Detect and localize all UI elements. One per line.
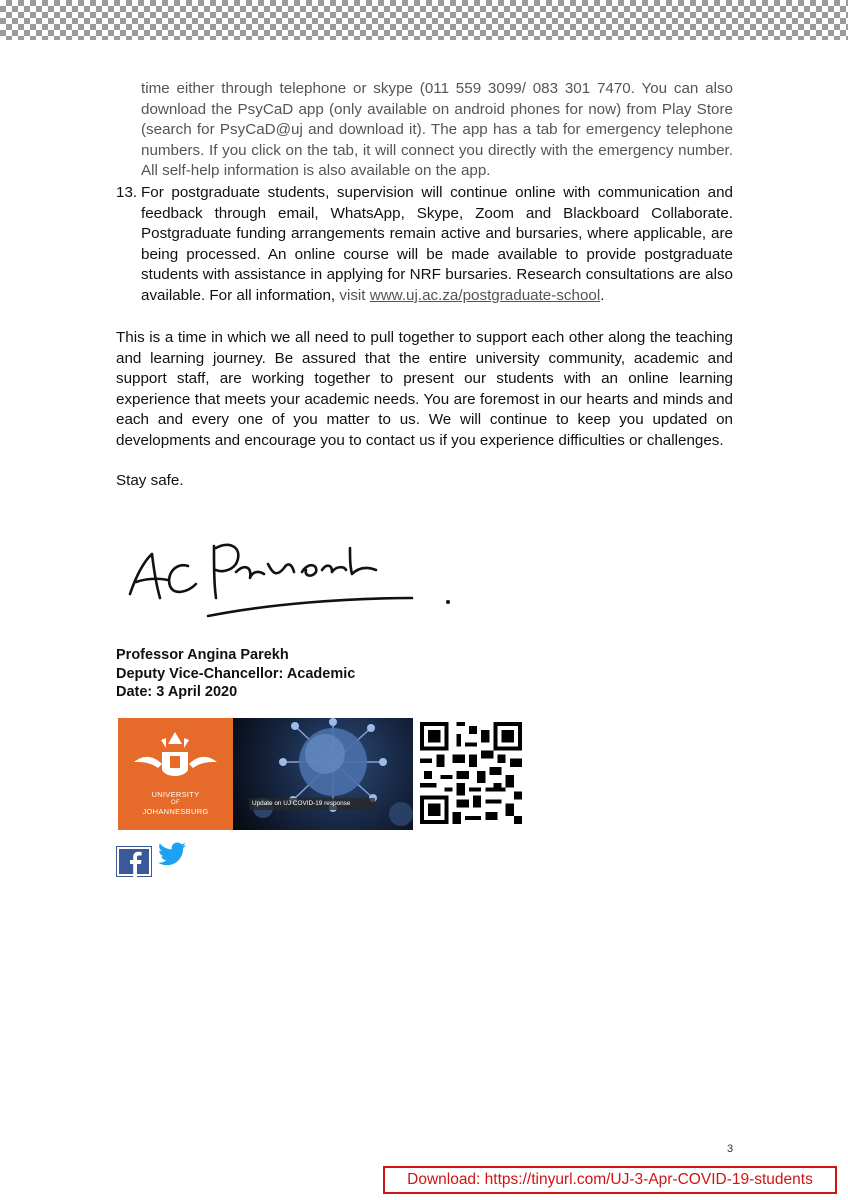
continued-paragraph: time either through telephone or skype (011 559 3099/ 083 301 7470. You can also download the PsyCaD app (only available on android phones for now) from Play Store (search for PsyCaD@uj and download it). The app has a tab for emergency telephone numbers. If you click on the tab, it will connect you directly with the emergency number. All self-help information is also available on the app. (141, 80, 733, 180)
banner-caption: Update on UJ COVID-19 response (249, 798, 375, 810)
facebook-icon (116, 846, 152, 877)
visit-word: visit (339, 286, 370, 304)
signatory-title: Deputy Vice-Chancellor: Academic (116, 665, 356, 682)
signatory-name: Professor Angina Parekh (116, 647, 289, 663)
letter-date: Date: 3 April 2020 (116, 684, 238, 700)
uj-emblem-icon (118, 718, 233, 793)
list-item-text (141, 183, 733, 307)
stay-safe-text: Stay safe. (116, 472, 184, 489)
uj-name-line3: JOHANNESBURG (142, 807, 209, 816)
checkered-header-pattern (0, 0, 848, 40)
signature-block (116, 646, 355, 702)
coronavirus-image (233, 718, 413, 830)
virus-icon (233, 718, 413, 830)
page-number: 3 (727, 1143, 734, 1155)
uj-name-line1: UNIVERSITY (151, 790, 200, 799)
qr-code[interactable] (420, 722, 522, 829)
twitter-link[interactable] (158, 842, 186, 871)
list-item-body: For postgraduate students, supervision will continue online with communication and feedback through email, WhatsApp, Skype, Zoom and Blackboard Collaborate. Postgraduate funding arrangements remain active and bursaries, where applicable, are being processed. An online course will be made available to provide postgraduate students with assistance in applying for NRF bursaries. Research consultations are also available. For all information, (141, 184, 733, 304)
list-item-13 (116, 183, 733, 307)
link-period: . (600, 286, 605, 304)
covid-update-banner[interactable] (118, 718, 413, 830)
download-link-box[interactable]: Download: https://tinyurl.com/UJ-3-Apr-COVID-19-students (383, 1166, 837, 1194)
uj-logo (118, 718, 233, 830)
postgraduate-school-link[interactable]: www.uj.ac.za/postgraduate-school (369, 286, 601, 304)
closing-paragraph: This is a time in which we all need to pull together to support each other along the teaching and learning journey. Be assured that the entire university community, academic and support staff, are working together to present our students with an online learning experience that meets your academic needs. You are foremost in our hearts and minds and each and every one of you matter to us. We will continue to keep you updated on developments and encourage you to contact us if you experience difficulties or challenges. (116, 329, 733, 449)
list-item-number: 13. (116, 184, 138, 201)
handwritten-signature (118, 526, 468, 626)
facebook-link[interactable] (116, 846, 152, 882)
qr-code-icon (420, 722, 522, 824)
twitter-icon (158, 842, 186, 866)
uj-name-line2: OF (171, 800, 180, 806)
